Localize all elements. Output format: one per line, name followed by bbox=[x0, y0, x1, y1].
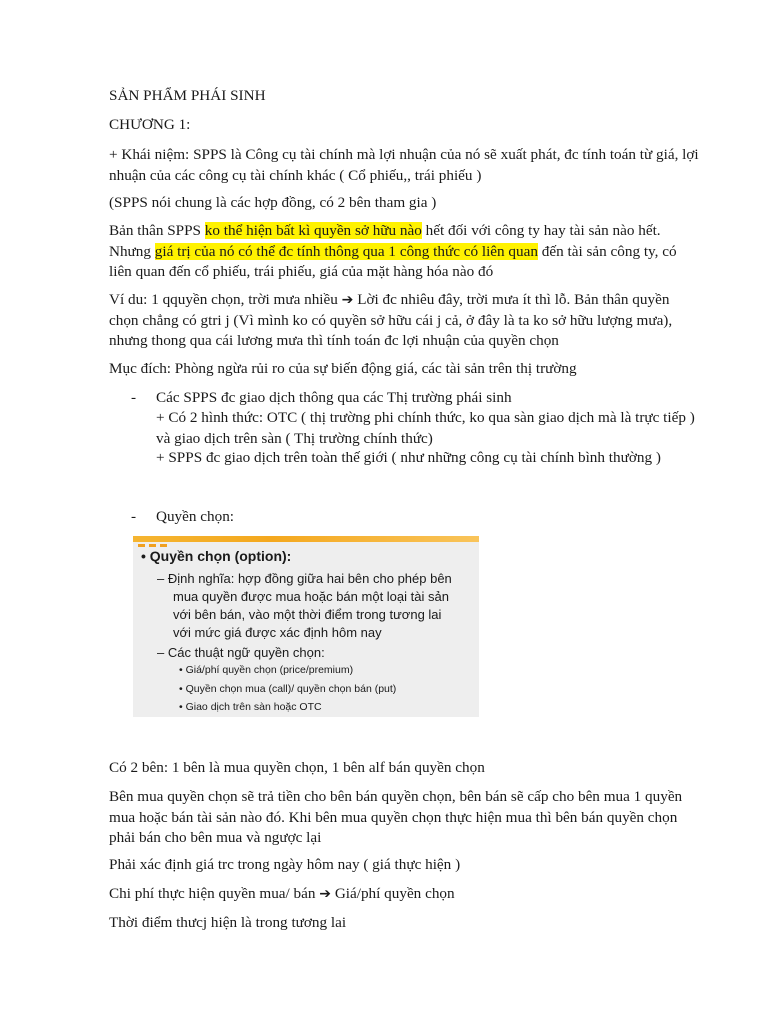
text-run: hết đối với công ty hay tài sản nào hết. Nhưng bbox=[109, 222, 661, 260]
text-run: Ví du: 1 qquyền chọn, trời mưa nhiều bbox=[109, 291, 342, 308]
cost-paragraph bbox=[109, 884, 699, 905]
text-run: Bản thân SPPS bbox=[109, 222, 205, 239]
slide-terms-heading: – Các thuật ngữ quyền chọn: bbox=[157, 645, 325, 660]
bullet-item: Quyền chọn: bbox=[156, 508, 235, 525]
slide-definition-line: với mức giá được xác định hôm nay bbox=[173, 625, 382, 640]
arrow-icon: ➔ bbox=[341, 292, 354, 308]
highlighted-text: ko thể hiện bất kì quyền sở hữu nào bbox=[204, 222, 422, 239]
contract-paragraph: (SPPS nói chung là các hợp đồng, có 2 bên tham gia ) bbox=[109, 194, 437, 211]
bullet-subline: + SPPS đc giao dịch trên toàn thế giới ( như những công cụ tài chính bình thường ) bbox=[156, 449, 661, 466]
slide-term-item: • Giá/phí quyền chọn (price/premium) bbox=[179, 664, 354, 676]
example-paragraph bbox=[109, 290, 699, 352]
text-run: Lời đc nhiêu đây, trời mưa ít thì lỗ. Bản thân quyền chọn chẳng có gtri j (Vì mình ko có quyền sở hữu cái j cả, ở đây là ta ko sở hữu lượng mưa), nhưng thong qua cái lương mưa thì tính toán đc lợi nhuận của quyền chọn bbox=[109, 291, 673, 349]
doc-title: SẢN PHẨM PHÁI SINH bbox=[109, 87, 266, 104]
slide-heading: • Quyền chọn (option): bbox=[141, 548, 292, 564]
spps-nature-paragraph bbox=[109, 221, 699, 283]
chapter-heading: CHƯƠNG 1: bbox=[109, 116, 191, 133]
two-sides-paragraph: Có 2 bên: 1 bên là mua quyền chọn, 1 bên alf bán quyền chọn bbox=[109, 759, 485, 776]
slide-accent-bar bbox=[133, 536, 479, 542]
bullet-item: Các SPPS đc giao dịch thông qua các Thị trường phái sinh bbox=[156, 389, 512, 406]
price-paragraph: Phải xác định giá trc trong ngày hôm nay ( giá thực hiện ) bbox=[109, 856, 461, 873]
text-run: Giá/phí quyền chọn bbox=[331, 885, 455, 902]
slide-definition-line: với bên bán, vào một thời điểm trong tương lai bbox=[173, 607, 442, 622]
bullet-dash: - bbox=[131, 508, 137, 525]
bullet-dash: - bbox=[131, 389, 137, 406]
purpose-paragraph: Mục đích: Phòng ngừa rủi ro của sự biến động giá, các tài sản trên thị trường bbox=[109, 360, 577, 377]
time-paragraph: Thời điểm thưcj hiện là trong tương lai bbox=[109, 914, 347, 931]
slide-definition-line: mua quyền được mua hoặc bán một loại tài sản bbox=[173, 589, 449, 604]
concept-paragraph: + Khái niệm: SPPS là Công cụ tài chính mà lợi nhuận của nó sẽ xuất phát, đc tính toán từ giá, lợi nhuận của các công cụ tài chính khác ( Cổ phiếu,, trái phiếu ) bbox=[109, 146, 699, 184]
bullet-subline: + Có 2 hình thức: OTC ( thị trường phi chính thức, ko qua sàn giao dịch mà là trực tiếp ) và giao dịch trên sàn ( Thị trường chính thức) bbox=[156, 409, 695, 447]
text-run: đến tài sản công ty, có liên quan đến cổ phiếu, trái phiếu, giá của mặt hàng hóa nào đó bbox=[109, 242, 677, 280]
buyer-seller-paragraph: Bên mua quyền chọn sẽ trả tiền cho bên bán quyền chọn, bên bán sẽ cấp cho bên mua 1 quyền mua hoặc bán tài sản nào đó. Khi bên mua quyền chọn thực hiện mua thì bên bán quyền chọn phải bán cho bên mua và ngược lại bbox=[109, 788, 683, 846]
arrow-icon: ➔ bbox=[319, 886, 332, 902]
slide-term-item: • Quyền chọn mua (call)/ quyền chọn bán (put) bbox=[179, 683, 397, 695]
embedded-slide-image bbox=[133, 536, 479, 717]
slide-term-item: • Giao dịch trên sàn hoặc OTC bbox=[179, 701, 322, 713]
slide-definition-line: – Định nghĩa: hợp đồng giữa hai bên cho phép bên bbox=[157, 571, 452, 586]
text-run: Chi phí thực hiện quyền mua/ bán bbox=[109, 885, 320, 902]
highlighted-text: giá trị của nó có thể đc tính thông qua 1 công thức có liên quan bbox=[154, 242, 538, 260]
